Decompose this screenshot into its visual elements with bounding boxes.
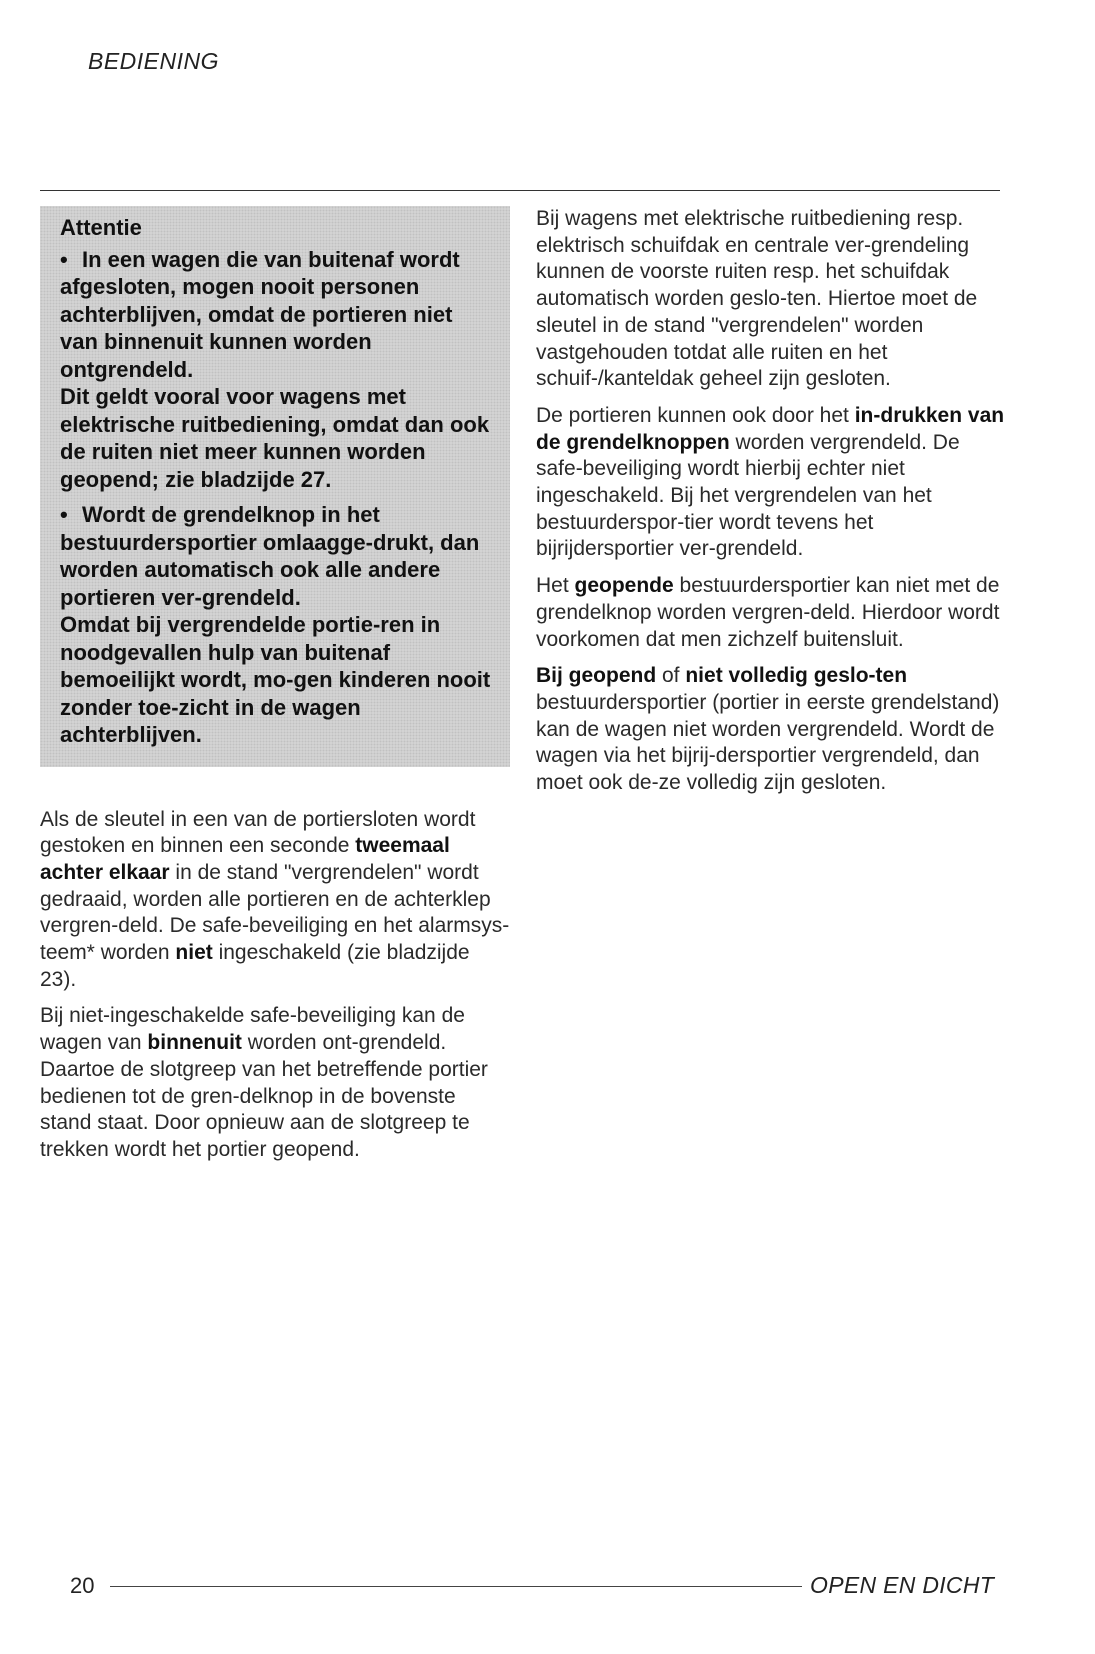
left-column xyxy=(40,206,510,1174)
bold-run: in-drukken van de grendelknoppen xyxy=(536,403,1005,454)
text-run: worden vergrendeld. De safe-beveiliging wordt hierbij echter niet ingeschakeld. Bij het vergrendelen van het bestuurderspor-tier wordt tevens het bijrijdersportier ver-grendeld. xyxy=(536,430,960,561)
bold-run: geopende xyxy=(574,574,674,598)
text-run: bestuurdersportier kan niet met de grendelknop worden vergren-deld. Hierdoor wordt voorkomen dat men zichzelf buitensluit. xyxy=(536,574,1000,651)
right-paragraph-1: Bij wagens met elektrische ruitbediening resp. elektrisch schuifdak en centrale ver-grendeling kunnen de voorste ruiten resp. het schuifdak automatisch worden geslo-ten. Hiertoe moet de sleutel in de stand "vergrendelen" worden vastgehouden totdat alle ruiten en het schuif-/kanteldak geheel zijn gesloten. xyxy=(536,207,978,391)
chapter-title: OPEN EN DICHT xyxy=(810,1572,995,1598)
attention-bullet-2 xyxy=(60,501,492,611)
attention-title: Attentie xyxy=(60,215,142,240)
text-run: bestuurdersportier (portier in eerste grendelstand) kan de wagen niet worden vergrendeld. Wordt de wagen via het bijrij-dersportier vergrendeld, dan moet ook de-ze volledig zijn gesloten. xyxy=(536,690,1000,795)
attention-bullet-1-continuation: Dit geldt vooral voor wagens met elektrische ruitbediening, omdat dan ook de ruiten niet meer kunnen worden geopend; zie bladzijde 27. xyxy=(60,384,490,492)
bold-run: niet xyxy=(175,941,213,965)
text-run: worden ont-grendeld. Daartoe de slotgreep van het betreffende portier bedienen tot de gren-delknop in de bovenste stand staat. Door opnieuw aan de slotgreep te trekken wordt het portier geopend. xyxy=(40,1031,488,1161)
bold-run: binnenuit xyxy=(147,1031,242,1055)
page-number: 20 xyxy=(70,1573,95,1598)
left-paragraph-2 xyxy=(40,1003,510,1163)
text-run: of xyxy=(656,664,686,688)
bold-run: Bij xyxy=(536,664,569,688)
bullet-icon: • xyxy=(60,246,68,272)
bold-run: geopend xyxy=(568,664,657,688)
attention-bullet-1 xyxy=(60,246,492,384)
bold-run: niet volledig geslo-ten xyxy=(685,664,908,688)
text-run: in de stand "vergrendelen" wordt gedraaid, worden alle portieren en de achterklep vergren-deld. De safe-beveiliging en het alarmsys-teem* worden xyxy=(40,860,510,965)
text-run: De portieren kunnen ook door het xyxy=(536,403,855,427)
text-run: Als de sleutel in een van de portiersloten wordt gestoken en binnen een seconde xyxy=(40,807,476,858)
left-paragraph-1 xyxy=(40,807,510,994)
right-column xyxy=(536,206,1006,807)
text-run: ingeschakeld (zie bladzijde 23). xyxy=(40,941,470,991)
attention-bullet-1-text: In een wagen die van buitenaf wordt afgesloten, mogen nooit personen achterblijven, omdat de portieren niet van binnenuit kunnen worden ontgrendeld. xyxy=(60,246,460,382)
bold-run: tweemaal achter elkaar xyxy=(40,834,450,884)
attention-box xyxy=(40,206,510,767)
attention-bullet-2-continuation: Omdat bij vergrendelde portie-ren in noodgevallen hulp van buitenaf bemoeilijkt wordt, mo-gen kinderen nooit zonder toe-zicht in de wagen achterblijven. xyxy=(60,612,491,747)
top-rule xyxy=(40,190,1000,191)
right-paragraph-3 xyxy=(536,573,1006,653)
text-run: Bij niet-ingeschakelde safe-beveiliging kan de wagen van xyxy=(40,1004,465,1055)
footer-rule xyxy=(110,1586,802,1587)
right-paragraph-4 xyxy=(536,663,1006,797)
bullet-icon: • xyxy=(60,502,68,527)
attention-bullet-2-text: Wordt de grendelknop in het bestuurdersportier omlaagge-drukt, dan worden automatisch ook alle andere portieren ver-grendeld. xyxy=(60,502,480,610)
right-paragraph-2 xyxy=(536,403,1006,563)
text-run: Het xyxy=(536,574,575,598)
section-header: BEDIENING xyxy=(88,48,220,74)
